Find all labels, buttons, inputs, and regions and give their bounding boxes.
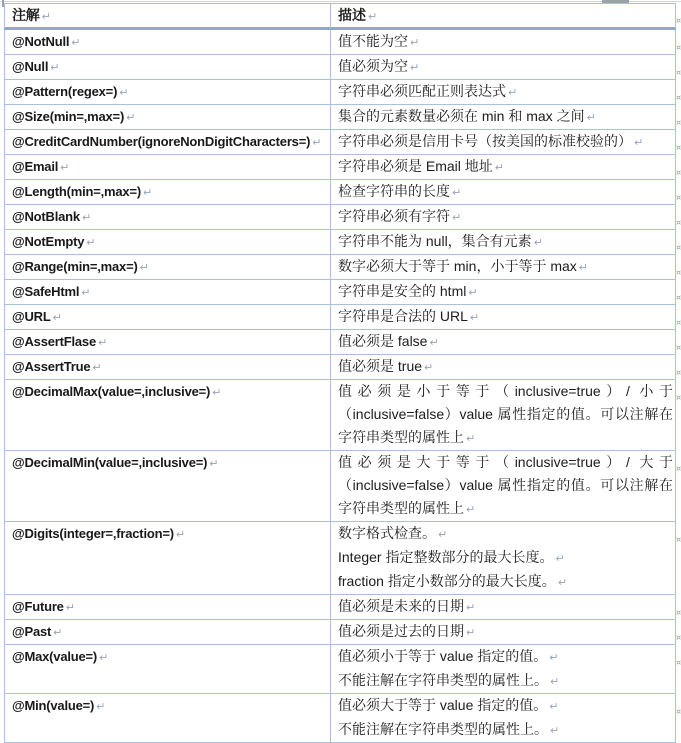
row-end-gutter — [676, 595, 681, 620]
annotation-name: @Future — [12, 599, 64, 614]
paragraph-mark-icon: ↵ — [438, 528, 448, 541]
table-row — [4, 180, 681, 205]
description-text: 字符串是安全的 html — [338, 283, 467, 299]
description-text: 字符串必须有字符 — [338, 208, 450, 224]
description-line — [338, 694, 673, 718]
description-text: 字符串不能为 null，集合有元素 — [338, 233, 532, 249]
annotation-name: @NotBlank — [12, 209, 80, 224]
end-of-row-mark-icon: ¤ — [676, 218, 681, 227]
description-cell[interactable] — [330, 130, 676, 155]
description-cell[interactable] — [330, 30, 676, 55]
paragraph-mark-icon: ↵ — [555, 552, 565, 565]
paragraph-mark-icon: ↵ — [466, 432, 476, 445]
paragraph-mark-icon: ↵ — [466, 626, 476, 639]
description-line — [338, 451, 673, 521]
table-header-row — [4, 3, 681, 30]
description-cell[interactable] — [330, 305, 676, 330]
paragraph-mark-icon: ↵ — [81, 211, 92, 224]
description-text: 不能注解在字符串类型的属性上。 — [338, 672, 548, 688]
paragraph-mark-icon: ↵ — [65, 601, 75, 614]
end-of-row-mark-icon: ¤ — [676, 193, 681, 202]
description-text: 数字必须大于等于 min，小于等于 max — [338, 258, 577, 274]
annotation-name: @CreditCardNumber(ignoreNonDigitCharacters=) — [12, 134, 311, 149]
description-cell[interactable] — [330, 55, 676, 80]
end-of-row-mark-icon: ¤ — [676, 393, 681, 402]
table-row — [4, 280, 681, 305]
description-cell[interactable] — [330, 230, 676, 255]
description-cell[interactable] — [330, 155, 676, 180]
column-header-annotation-cell[interactable] — [4, 3, 330, 30]
annotation-cell[interactable] — [4, 105, 330, 130]
description-line — [338, 620, 673, 644]
description-text: 值不能为空 — [338, 33, 408, 49]
paragraph-mark-icon: ↵ — [126, 111, 136, 124]
description-line — [338, 305, 673, 329]
annotation-name: @Past — [12, 624, 52, 639]
description-cell[interactable] — [330, 595, 676, 620]
top-divider-line — [0, 1, 681, 2]
row-end-gutter — [676, 330, 681, 355]
description-cell[interactable] — [330, 620, 676, 645]
paragraph-mark-icon: ↵ — [468, 286, 478, 299]
row-end-gutter — [676, 355, 681, 380]
row-end-gutter — [676, 380, 681, 451]
table-row — [4, 355, 681, 380]
description-text: fraction 指定小数部分的最大长度。 — [338, 573, 556, 589]
description-line — [338, 255, 673, 279]
paragraph-mark-icon: ↵ — [494, 161, 505, 174]
paragraph-mark-icon: ↵ — [550, 724, 560, 737]
row-end-gutter — [676, 80, 681, 105]
table-row — [4, 30, 681, 55]
row-end-gutter — [676, 130, 681, 155]
paragraph-mark-icon: ↵ — [98, 336, 108, 349]
paragraph-mark-icon: ↵ — [469, 311, 480, 324]
table-row — [4, 645, 681, 694]
table-row — [4, 330, 681, 355]
validation-annotations-table — [4, 3, 681, 743]
paragraph-mark-icon: ↵ — [466, 503, 476, 516]
description-text: 字符串必须是 Email 地址 — [338, 158, 493, 174]
row-end-gutter — [676, 255, 681, 280]
paragraph-mark-icon: ↵ — [424, 361, 434, 374]
description-line — [338, 718, 673, 742]
paragraph-mark-icon: ↵ — [549, 651, 559, 664]
annotation-cell[interactable] — [4, 155, 330, 180]
annotation-name: @Max(value=) — [12, 649, 98, 664]
annotation-name: @DecimalMin(value=,inclusive=) — [12, 455, 208, 470]
paragraph-mark-icon: ↵ — [533, 236, 543, 249]
paragraph-mark-icon: ↵ — [53, 626, 63, 639]
annotation-cell[interactable] — [4, 645, 330, 694]
paragraph-mark-icon: ↵ — [452, 211, 462, 224]
paragraph-mark-icon: ↵ — [508, 86, 518, 99]
end-of-row-mark-icon: ¤ — [676, 464, 681, 473]
table-row — [4, 451, 681, 522]
description-line — [338, 380, 673, 450]
annotation-cell[interactable] — [4, 130, 330, 155]
table-row — [4, 155, 681, 180]
paragraph-mark-icon: ↵ — [452, 186, 462, 199]
paragraph-mark-icon: ↵ — [429, 336, 439, 349]
description-cell[interactable] — [330, 645, 676, 694]
description-line — [338, 230, 673, 254]
table-row — [4, 255, 681, 280]
description-text: 值必须是小于等于（inclusive=true）/ 小于（inclusive=false）value 属性指定的值。可以注解在字符串类型的属性上 — [338, 383, 673, 445]
paragraph-mark-icon: ↵ — [368, 10, 378, 23]
description-line — [338, 355, 673, 379]
annotation-cell[interactable] — [4, 694, 330, 743]
description-line — [338, 280, 673, 304]
table-row — [4, 80, 681, 105]
paragraph-mark-icon: ↵ — [99, 651, 109, 664]
description-text: 值必须为空 — [338, 58, 408, 74]
description-cell[interactable] — [330, 355, 676, 380]
annotation-cell[interactable] — [4, 55, 330, 80]
end-of-row-mark-icon: ¤ — [676, 16, 681, 25]
paragraph-mark-icon: ↵ — [410, 61, 420, 74]
row-end-gutter — [676, 205, 681, 230]
annotation-name: @URL — [12, 309, 51, 324]
annotation-name: @Digits(integer=,fraction=) — [12, 526, 174, 541]
row-end-gutter — [676, 694, 681, 743]
description-cell[interactable] — [330, 105, 676, 130]
annotation-name: @Email — [12, 159, 59, 174]
row-end-gutter — [676, 645, 681, 694]
annotation-name: @NotEmpty — [12, 234, 85, 249]
row-end-gutter — [676, 30, 681, 55]
description-line — [338, 669, 673, 693]
description-text: 字符串必须匹配正则表达式 — [338, 83, 506, 99]
end-of-row-mark-icon: ¤ — [676, 707, 681, 716]
annotation-cell[interactable] — [4, 451, 330, 522]
description-text: 数字格式检查。 — [338, 525, 436, 541]
annotation-cell[interactable] — [4, 305, 330, 330]
description-cell[interactable] — [330, 380, 676, 451]
description-text: 值必须是 true — [338, 358, 423, 374]
annotation-name: @AssertFlase — [12, 334, 96, 349]
description-line — [338, 522, 673, 546]
paragraph-mark-icon: ↵ — [586, 111, 596, 124]
annotation-name: @Length(min=,max=) — [12, 184, 141, 199]
annotation-cell[interactable] — [4, 355, 330, 380]
description-line — [338, 80, 673, 104]
description-cell[interactable] — [330, 522, 676, 595]
paragraph-mark-icon: ↵ — [175, 528, 186, 541]
description-text: 值必须大于等于 value 指定的值。 — [338, 697, 548, 713]
row-end-gutter — [676, 155, 681, 180]
paragraph-mark-icon: ↵ — [549, 700, 559, 713]
annotation-cell[interactable] — [4, 330, 330, 355]
paragraph-mark-icon: ↵ — [52, 311, 62, 324]
description-cell[interactable] — [330, 80, 676, 105]
description-line — [338, 180, 673, 204]
description-line — [338, 570, 673, 594]
paragraph-mark-icon: ↵ — [71, 36, 81, 49]
annotation-name: @SafeHtml — [12, 284, 80, 299]
description-line — [338, 645, 673, 669]
annotation-name: @DecimalMax(value=,inclusive=) — [12, 384, 211, 399]
table-body — [4, 30, 681, 743]
paragraph-mark-icon: ↵ — [92, 361, 102, 374]
row-end-gutter — [676, 451, 681, 522]
description-line — [338, 546, 673, 570]
description-cell[interactable] — [330, 330, 676, 355]
description-cell[interactable] — [330, 694, 676, 743]
paragraph-mark-icon: ↵ — [557, 576, 568, 589]
paragraph-mark-icon: ↵ — [50, 61, 60, 74]
annotation-name: @Min(value=) — [12, 698, 95, 713]
description-line — [338, 30, 673, 54]
row-end-gutter — [676, 3, 681, 30]
paragraph-mark-icon: ↵ — [60, 161, 70, 174]
paragraph-mark-icon: ↵ — [41, 10, 51, 23]
table-row — [4, 55, 681, 80]
paragraph-mark-icon: ↵ — [119, 86, 129, 99]
description-line — [338, 155, 673, 179]
annotation-name: @Pattern(regex=) — [12, 84, 118, 99]
paragraph-mark-icon: ↵ — [466, 601, 476, 614]
end-of-row-mark-icon: ¤ — [676, 318, 681, 327]
end-of-row-mark-icon: ¤ — [676, 93, 681, 102]
paragraph-mark-icon: ↵ — [96, 700, 106, 713]
description-line — [338, 55, 673, 79]
annotation-cell[interactable] — [4, 30, 330, 55]
annotation-cell[interactable] — [4, 620, 330, 645]
end-of-row-mark-icon: ¤ — [676, 68, 681, 77]
end-of-row-mark-icon: ¤ — [676, 293, 681, 302]
table-row — [4, 694, 681, 743]
row-end-gutter — [676, 55, 681, 80]
paragraph-mark-icon: ↵ — [550, 675, 560, 688]
column-header-annotation: 注解 — [12, 7, 40, 23]
row-end-gutter — [676, 305, 681, 330]
row-end-gutter — [676, 280, 681, 305]
annotation-cell[interactable] — [4, 205, 330, 230]
end-of-row-mark-icon: ¤ — [676, 143, 681, 152]
annotation-cell[interactable] — [4, 380, 330, 451]
end-of-row-mark-icon: ¤ — [676, 343, 681, 352]
description-line — [338, 205, 673, 229]
row-end-gutter — [676, 522, 681, 595]
description-line — [338, 105, 673, 129]
end-of-row-mark-icon: ¤ — [676, 368, 681, 377]
paragraph-mark-icon: ↵ — [312, 136, 322, 149]
description-cell[interactable] — [330, 205, 676, 230]
table-row — [4, 130, 681, 155]
table-row — [4, 620, 681, 645]
paragraph-mark-icon: ↵ — [634, 136, 644, 149]
column-header-description: 描述 — [338, 7, 366, 23]
paragraph-mark-icon: ↵ — [209, 457, 219, 470]
description-cell[interactable] — [330, 180, 676, 205]
description-text: 检查字符串的长度 — [338, 183, 450, 199]
end-of-row-mark-icon: ¤ — [676, 243, 681, 252]
description-text: 字符串是合法的 URL — [338, 308, 468, 324]
paragraph-mark-icon: ↵ — [578, 261, 589, 274]
end-of-row-mark-icon: ¤ — [676, 118, 681, 127]
annotation-cell[interactable] — [4, 280, 330, 305]
description-line — [338, 330, 673, 354]
row-end-gutter — [676, 230, 681, 255]
annotation-name: @AssertTrue — [12, 359, 91, 374]
paragraph-mark-icon: ↵ — [212, 386, 222, 399]
description-line — [338, 130, 673, 154]
description-text: Integer 指定整数部分的最大长度。 — [338, 549, 554, 565]
paragraph-mark-icon: ↵ — [86, 236, 96, 249]
table-row — [4, 230, 681, 255]
end-of-row-mark-icon: ¤ — [676, 268, 681, 277]
end-of-row-mark-icon: ¤ — [676, 608, 681, 617]
annotation-cell[interactable] — [4, 80, 330, 105]
row-end-gutter — [676, 620, 681, 645]
column-header-description-cell[interactable] — [330, 3, 676, 30]
table-row — [4, 305, 681, 330]
description-line — [338, 595, 673, 619]
description-text: 值必须是未来的日期 — [338, 598, 464, 614]
table-row — [4, 205, 681, 230]
description-text: 值必须是大于等于（inclusive=true）/ 大于（inclusive=false）value 属性指定的值。可以注解在字符串类型的属性上 — [338, 454, 673, 516]
table-row — [4, 595, 681, 620]
description-cell[interactable] — [330, 280, 676, 305]
end-of-row-mark-icon: ¤ — [676, 43, 681, 52]
row-end-gutter — [676, 180, 681, 205]
paragraph-mark-icon: ↵ — [142, 186, 153, 199]
row-end-gutter — [676, 105, 681, 130]
end-of-row-mark-icon: ¤ — [676, 168, 681, 177]
annotation-cell[interactable] — [4, 255, 330, 280]
annotation-name: @Null — [12, 59, 49, 74]
end-of-row-mark-icon: ¤ — [676, 535, 681, 544]
annotation-cell[interactable] — [4, 180, 330, 205]
description-text: 不能注解在字符串类型的属性上。 — [338, 721, 548, 737]
annotation-name: @Range(min=,max=) — [12, 259, 138, 274]
table-row — [4, 522, 681, 595]
annotation-cell[interactable] — [4, 595, 330, 620]
description-text: 集合的元素数量必须在 min 和 max 之间 — [338, 108, 585, 124]
annotation-name: @NotNull — [12, 34, 70, 49]
end-of-row-mark-icon: ¤ — [676, 633, 681, 642]
description-text: 值必须小于等于 value 指定的值。 — [338, 648, 548, 664]
table-row — [4, 380, 681, 451]
annotation-name: @Size(min=,max=) — [12, 109, 125, 124]
end-of-row-mark-icon: ¤ — [676, 658, 681, 667]
description-text: 值必须是 false — [338, 333, 428, 349]
description-cell[interactable] — [330, 451, 676, 522]
description-text: 值必须是过去的日期 — [338, 623, 464, 639]
annotation-cell[interactable] — [4, 230, 330, 255]
table-row — [4, 105, 681, 130]
paragraph-mark-icon: ↵ — [139, 261, 149, 274]
description-cell[interactable] — [330, 255, 676, 280]
annotation-cell[interactable] — [4, 522, 330, 595]
paragraph-mark-icon: ↵ — [410, 36, 420, 49]
description-text: 字符串必须是信用卡号（按美国的标准校验的） — [338, 133, 632, 149]
paragraph-mark-icon: ↵ — [81, 286, 91, 299]
